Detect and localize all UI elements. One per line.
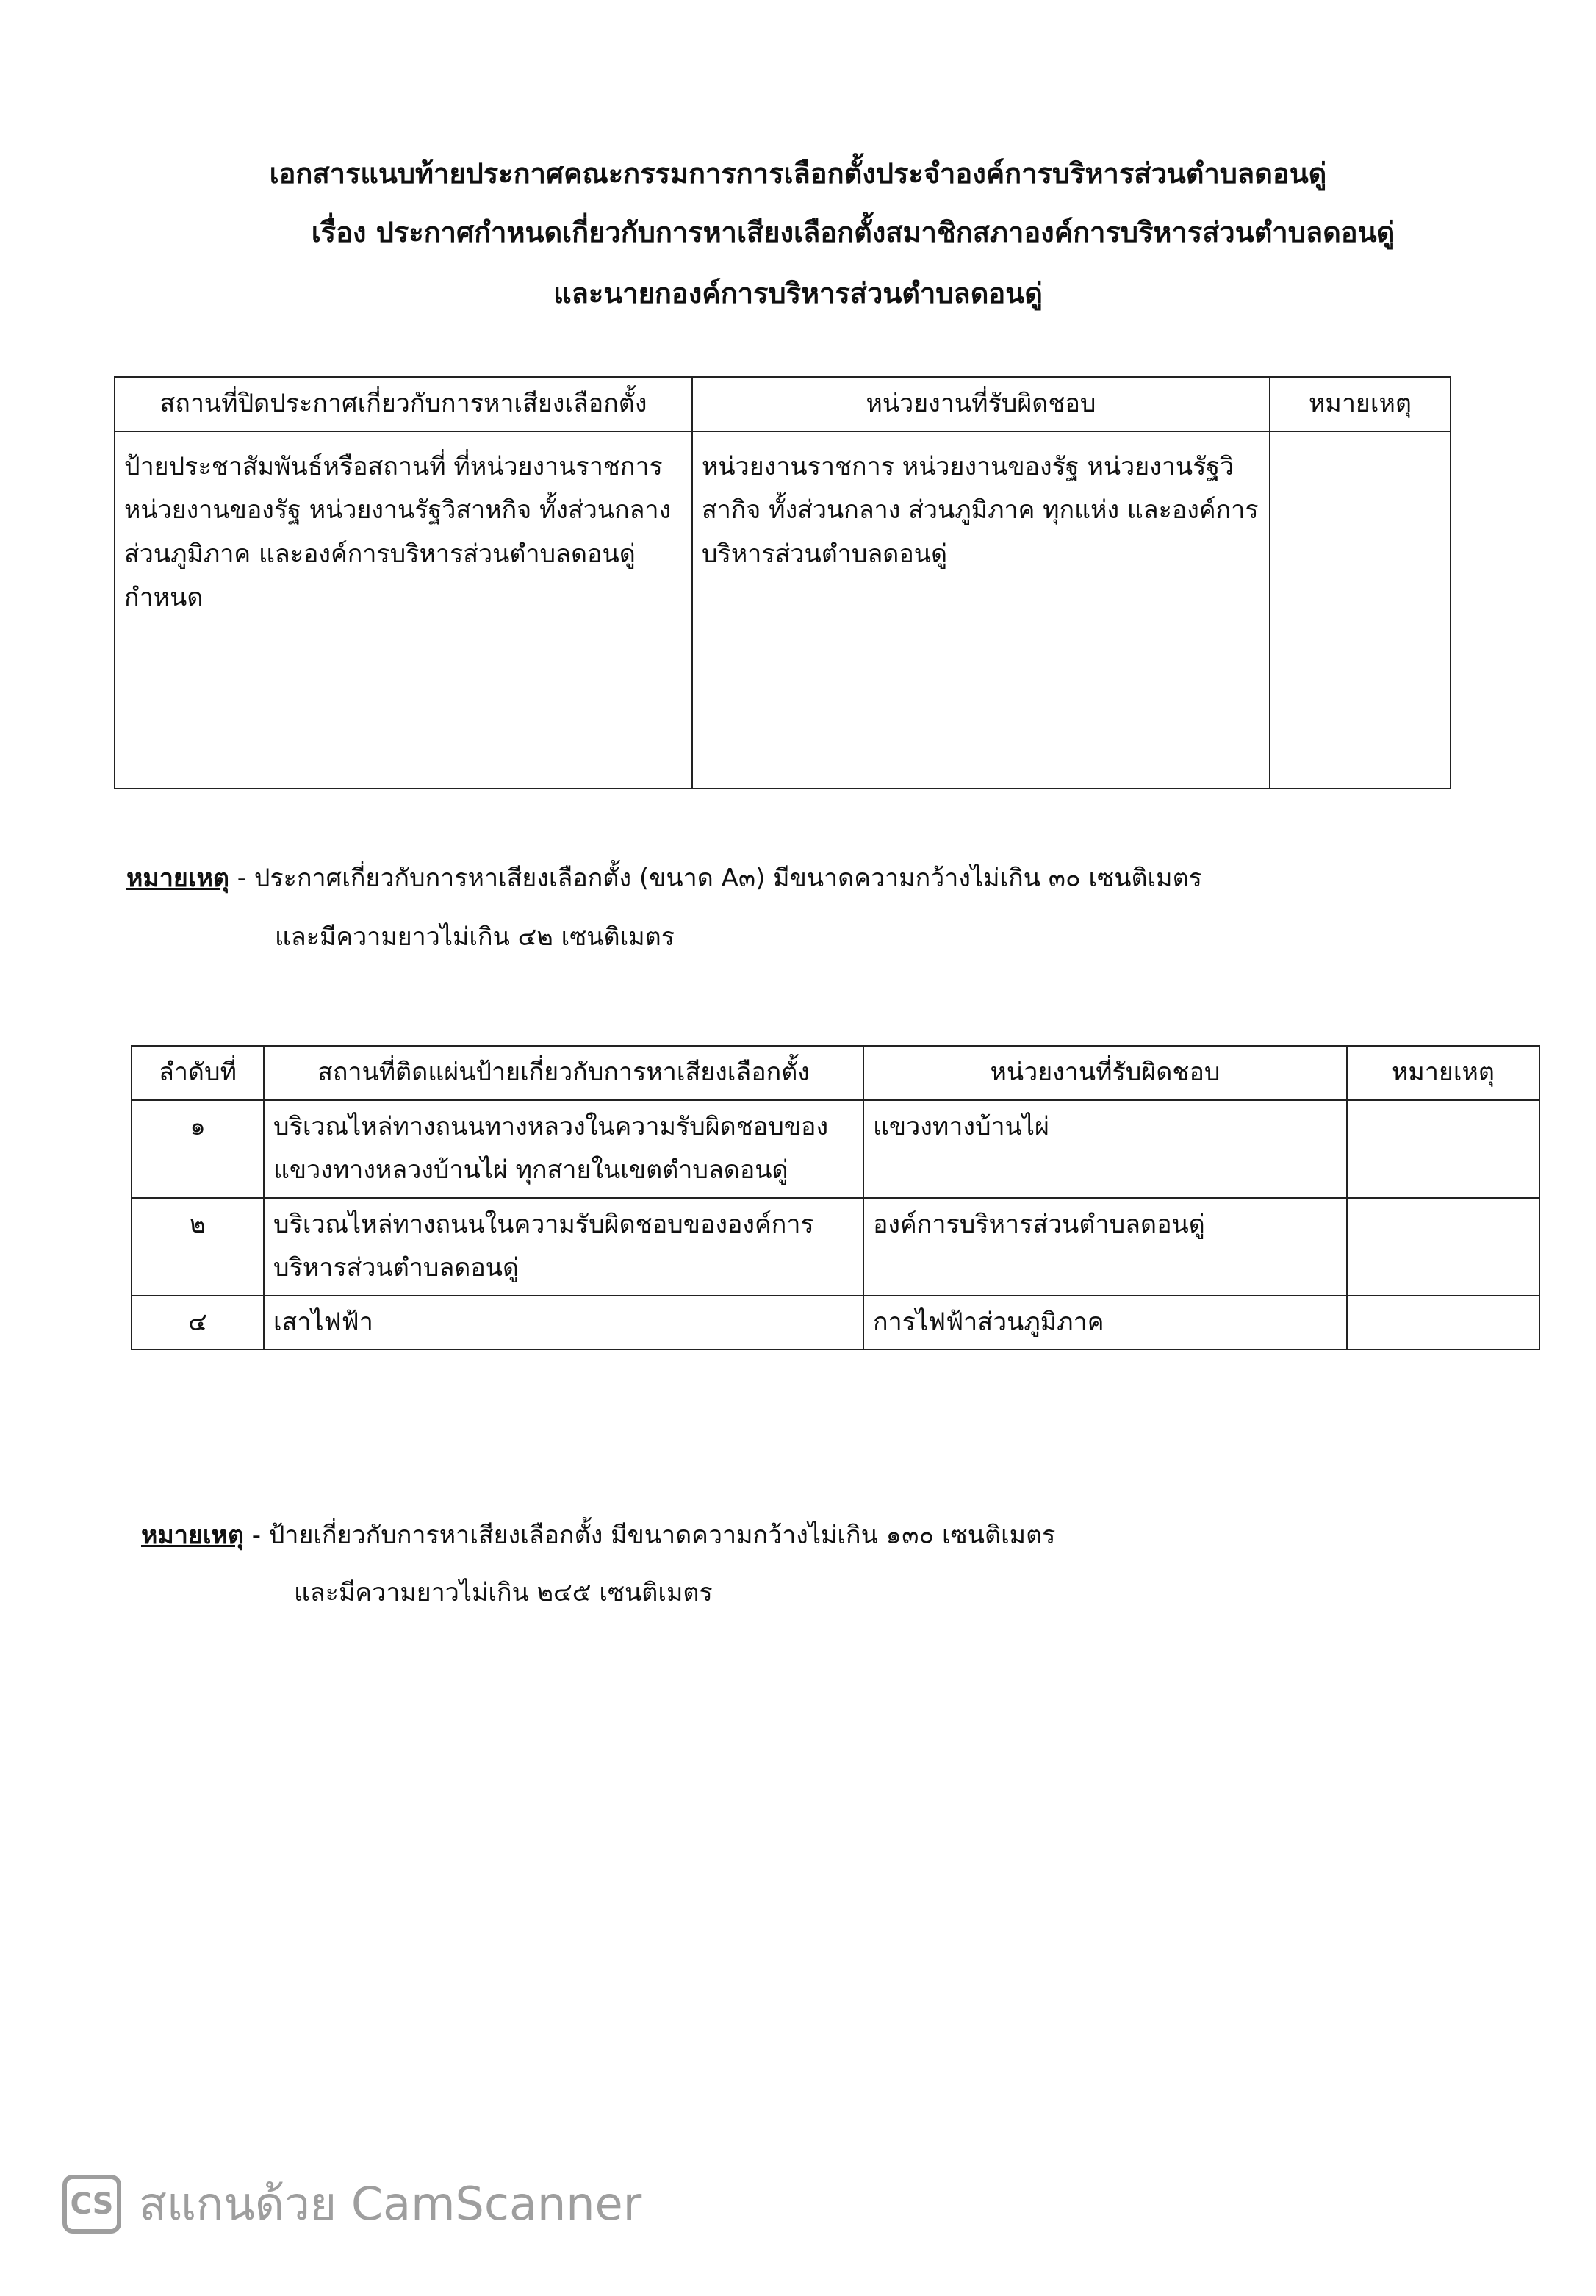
cell-agency: หน่วยงานราชการ หน่วยงานของรัฐ หน่วยงานรัฐวิสากิจ ทั้งส่วนกลาง ส่วนภูมิภาค ทุกแห่ง และองค์การบริหารส่วนตำบลดอนดู่: [692, 431, 1270, 789]
cell-number: ๑: [132, 1100, 264, 1198]
table-header-row: [115, 377, 1451, 431]
camscanner-logo-icon: CS: [62, 2175, 121, 2234]
note-2: [141, 1515, 1055, 1555]
col-header-remark: หมายเหตุ: [1270, 377, 1451, 431]
note-label: หมายเหตุ: [126, 864, 229, 893]
cell-number: ๒: [132, 1198, 264, 1296]
cell-remark: [1347, 1296, 1539, 1350]
note-text: - ป้ายเกี่ยวกับการหาเสียงเลือกตั้ง มีขนาดความกว้างไม่เกิน ๑๓๐ เซนติเมตร: [243, 1521, 1056, 1550]
posting-locations-table: [114, 376, 1451, 789]
note-2-continued: และมีความยาวไม่เกิน ๒๔๕ เซนติเมตร: [294, 1578, 713, 1607]
watermark-text: สแกนด้วย CamScanner: [139, 2177, 642, 2231]
cell-remark: [1270, 431, 1451, 789]
table-row: [132, 1100, 1539, 1198]
sign-locations-table: [131, 1045, 1540, 1350]
table-row: [115, 431, 1451, 789]
table-row: [132, 1296, 1539, 1350]
col-header-number: ลำดับที่: [132, 1046, 264, 1100]
camscanner-watermark: [62, 2168, 641, 2240]
cell-agency: การไฟฟ้าส่วนภูมิภาค: [863, 1296, 1347, 1350]
cell-remark: [1347, 1198, 1539, 1296]
cell-place: บริเวณไหล่ทางถนนในความรับผิดชอบขององค์การบริหารส่วนตำบลดอนดู่: [264, 1198, 863, 1296]
cell-remark: [1347, 1100, 1539, 1198]
note-text: - ประกาศเกี่ยวกับการหาเสียงเลือกตั้ง (ขนาด A๓) มีขนาดความกว้างไม่เกิน ๓๐ เซนติเมตร: [229, 864, 1202, 893]
col-header-agency: หน่วยงานที่รับผิดชอบ: [692, 377, 1270, 431]
cell-number: ๔: [132, 1296, 264, 1350]
cell-place: ป้ายประชาสัมพันธ์หรือสถานที่ ที่หน่วยงานราชการหน่วยงานของรัฐ หน่วยงานรัฐวิสาหกิจ ทั้งส่วนกลาง ส่วนภูมิภาค และองค์การบริหารส่วนตำบลดอนดู่กำหนด: [115, 431, 692, 789]
note-label: หมายเหตุ: [141, 1521, 244, 1550]
document-subject-cont: และนายกองค์การบริหารส่วนตำบลดอนดู่: [553, 277, 1043, 309]
col-header-remark: หมายเหตุ: [1347, 1046, 1539, 1100]
document-subject: เรื่อง ประกาศกำหนดเกี่ยวกับการหาเสียงเลือกตั้งสมาชิกสภาองค์การบริหารส่วนตำบลดอนดู่: [311, 216, 1395, 248]
cell-agency: แขวงทางบ้านไผ่: [863, 1100, 1347, 1198]
note-1: [126, 858, 1202, 898]
cell-place: เสาไฟฟ้า: [264, 1296, 863, 1350]
col-header-place: สถานที่ปิดประกาศเกี่ยวกับการหาเสียงเลือกตั้ง: [115, 377, 692, 431]
cell-place: บริเวณไหล่ทางถนนทางหลวงในความรับผิดชอบของแขวงทางหลวงบ้านไผ่ ทุกสายในเขตตำบลดอนดู่: [264, 1100, 863, 1198]
col-header-agency: หน่วยงานที่รับผิดชอบ: [863, 1046, 1347, 1100]
document-title: เอกสารแนบท้ายประกาศคณะกรรมการการเลือกตั้งประจำองค์การบริหารส่วนตำบลดอนดู่: [269, 157, 1327, 190]
table-row: [132, 1198, 1539, 1296]
col-header-place: สถานที่ติดแผ่นป้ายเกี่ยวกับการหาเสียงเลือกตั้ง: [264, 1046, 863, 1100]
table-header-row: [132, 1046, 1539, 1100]
note-1-continued: และมีความยาวไม่เกิน ๔๒ เซนติเมตร: [275, 922, 675, 952]
cell-agency: องค์การบริหารส่วนตำบลดอนดู่: [863, 1198, 1347, 1296]
